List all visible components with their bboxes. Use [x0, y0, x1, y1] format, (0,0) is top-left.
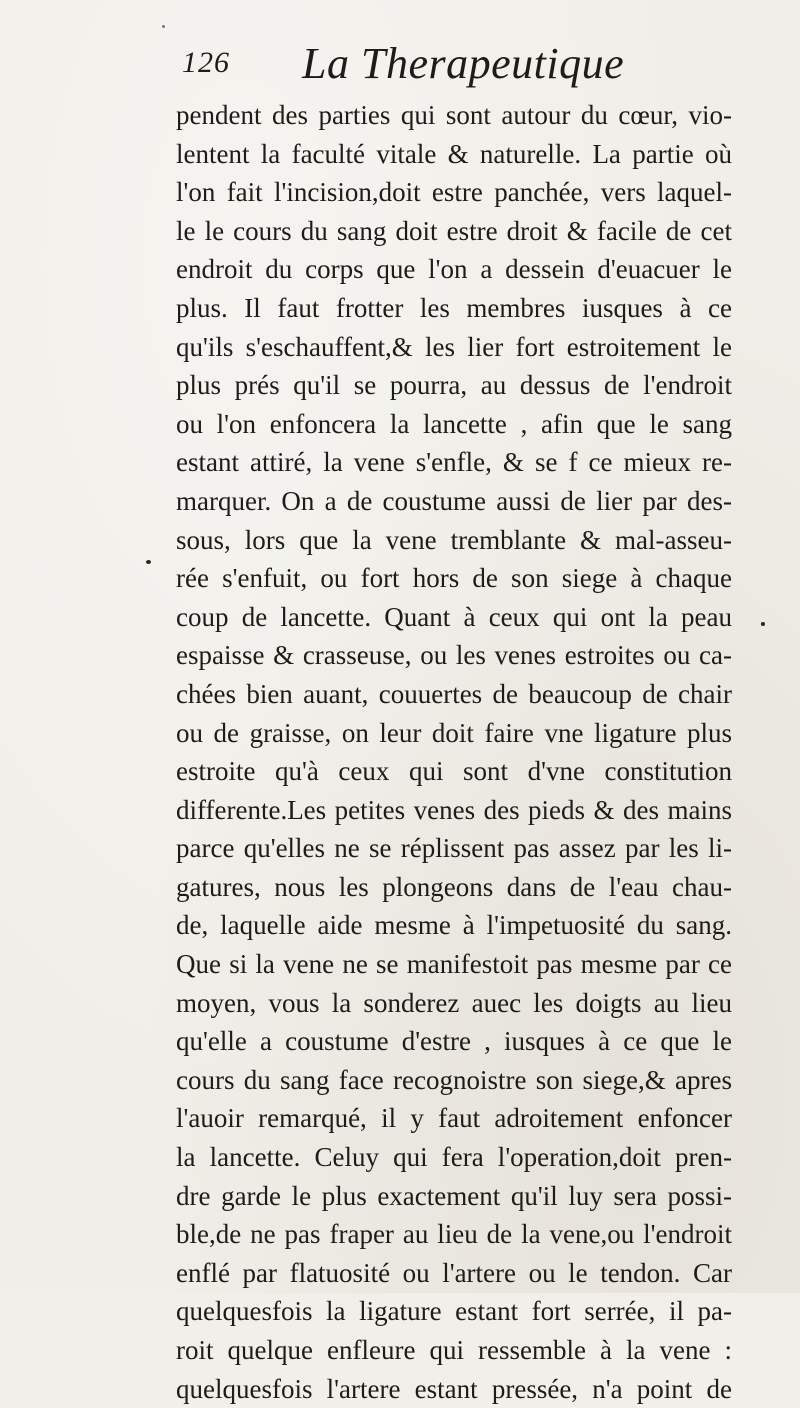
text-line: enflé par flatuosité ou l'artere ou le tendon. Car	[176, 1257, 732, 1288]
text-line: ble,de ne pas fraper au lieu de la vene,ou l'endroit	[176, 1219, 732, 1250]
text-line: gatures, nous les plongeons dans de l'eau chau-	[176, 871, 732, 902]
text-line: de, laquelle aide mesme à l'impetuosité du sang.	[176, 910, 732, 941]
text-line: coup de lancette. Quant à ceux qui ont la peau	[176, 601, 732, 632]
text-line: plus. Il faut frotter les membres iusques à ce	[176, 292, 732, 323]
text-line: endroit du corps que l'on a dessein d'euacuer le	[176, 254, 732, 285]
text-line: estroite qu'à ceux qui sont d'vne constitution	[176, 756, 732, 787]
text-line: parce qu'elles ne se réplissent pas assez par les li-	[176, 833, 732, 864]
ink-speck	[146, 560, 151, 564]
text-line: chées bien auant, couuertes de beaucoup de chair	[176, 678, 732, 709]
text-line: plus prés qu'il se pourra, au dessus de l'endroit	[176, 370, 732, 401]
text-line: Que si la vene ne se manifestoit pas mesme par ce	[176, 949, 732, 980]
text-line: roit quelque enfleure qui ressemble à la vene :	[176, 1335, 732, 1365]
body-text	[176, 96, 732, 1408]
ink-speck	[761, 622, 765, 626]
text-line: ou de graisse, on leur doit faire vne ligature plus	[176, 717, 732, 748]
text-line: dre garde le plus exactement qu'il luy sera possi-	[176, 1180, 732, 1211]
text-line: sous, lors que la vene tremblante & mal-asseu-	[176, 524, 732, 555]
ink-speck	[162, 25, 165, 28]
text-line: rée s'enfuit, ou fort hors de son siege à chaque	[176, 563, 732, 594]
text-line: ou l'on enfoncera la lancette , afin que le sang	[176, 408, 732, 439]
text-line: quelquesfois la ligature estant fort serrée, il pa-	[176, 1296, 732, 1327]
text-line: le le cours du sang doit estre droit & facile de cet	[176, 215, 732, 246]
text-line: qu'ils s'eschauffent,& les lier fort estroitement le	[176, 331, 732, 362]
text-line: la lancette. Celuy qui fera l'operation,doit pren-	[176, 1142, 732, 1173]
text-line: quelquesfois l'artere estant pressée, n'a point de	[176, 1373, 732, 1404]
page-header	[182, 28, 722, 88]
text-line: marquer. On a de coustume aussi de lier par des-	[176, 485, 732, 516]
text-line: lentent la faculté vitale & naturelle. La partie où	[176, 138, 732, 169]
text-line: qu'elle a coustume d'estre , iusques à ce que le	[176, 1026, 732, 1057]
text-line: estant attiré, la vene s'enfle, & se f ce mieux re-	[176, 447, 732, 478]
text-line: differente.Les petites venes des pieds & des mains	[176, 794, 732, 825]
running-title: La Therapeutique	[302, 39, 625, 88]
text-line: pendent des parties qui sont autour du cœur, vio-	[176, 100, 732, 130]
text-line: cours du sang face recognoistre son siege,& apres	[176, 1064, 732, 1095]
text-line: l'on fait l'incision,doit estre panchée, vers laquel-	[176, 177, 732, 208]
text-line: moyen, vous la sonderez auec les doigts au lieu	[176, 987, 732, 1018]
text-line: espaisse & crasseuse, ou les venes estroites ou ca-	[176, 640, 732, 671]
text-line: l'auoir remarqué, il y faut adroitement enfoncer	[176, 1103, 732, 1134]
page-number: 126	[182, 46, 230, 79]
